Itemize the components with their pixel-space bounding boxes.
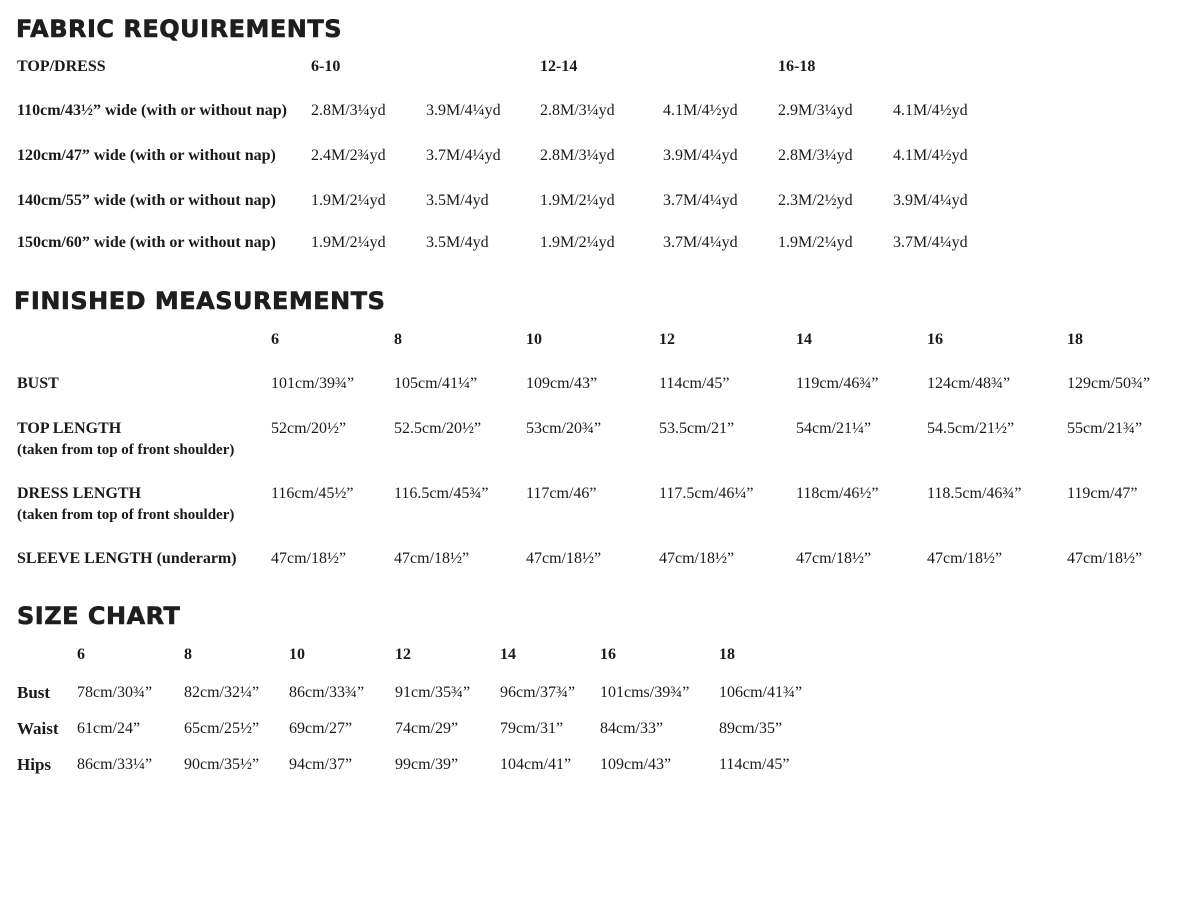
size-chart-value: 94cm/37” — [289, 756, 353, 773]
finished-value: 118.5cm/46¾” — [927, 485, 1022, 502]
size-chart-heading: SIZE CHART — [17, 602, 181, 630]
finished-value: 124cm/48¾” — [927, 375, 1011, 392]
fabric-value: 3.9M/4¼yd — [663, 147, 738, 164]
size-chart-value: 79cm/31” — [500, 720, 564, 737]
fabric-value: 1.9M/2¼yd — [778, 234, 853, 251]
size-chart-value: 101cms/39¾” — [600, 684, 690, 701]
finished-value: 47cm/18½” — [271, 550, 347, 567]
finished-value: 52cm/20½” — [271, 420, 347, 437]
finished-value: 116cm/45½” — [271, 485, 354, 502]
fabric-value: 2.4M/2¾yd — [311, 147, 386, 164]
fabric-value: 2.8M/3¼yd — [778, 147, 853, 164]
size-chart-row-label: Waist — [17, 719, 59, 738]
fabric-value: 2.3M/2½yd — [778, 192, 853, 209]
finished-value: 47cm/18½” — [659, 550, 735, 567]
finished-value: 101cm/39¾” — [271, 375, 355, 392]
fabric-value: 3.9M/4¼yd — [426, 102, 501, 119]
size-chart-value: 86cm/33¼” — [77, 756, 153, 773]
finished-row-label: DRESS LENGTH — [17, 485, 142, 502]
finished-value: 47cm/18½” — [1067, 550, 1143, 567]
finished-value: 54.5cm/21½” — [927, 420, 1015, 437]
finished-value: 118cm/46½” — [796, 485, 879, 502]
size-chart-size-header: 18 — [719, 646, 735, 663]
finished-value: 117.5cm/46¼” — [659, 485, 754, 502]
fabric-value: 1.9M/2¼yd — [311, 234, 386, 251]
size-chart-row-bust — [0, 683, 1200, 723]
size-chart-value: 82cm/32¼” — [184, 684, 260, 701]
size-chart-value: 89cm/35” — [719, 720, 783, 737]
size-chart-header-row — [0, 645, 1200, 685]
size-chart-size-header: 12 — [395, 646, 411, 663]
finished-row-dress-length — [0, 484, 1200, 524]
fabric-value: 3.5M/4yd — [426, 234, 489, 251]
size-chart-value: 96cm/37¾” — [500, 684, 576, 701]
fabric-value: 1.9M/2¼yd — [311, 192, 386, 209]
finished-value: 54cm/21¼” — [796, 420, 872, 437]
fabric-value: 3.5M/4yd — [426, 192, 489, 209]
fabric-value: 2.8M/3¼yd — [540, 147, 615, 164]
finished-size-header: 14 — [796, 331, 812, 348]
finished-value: 47cm/18½” — [526, 550, 602, 567]
fabric-header-row — [0, 57, 1200, 97]
finished-value: 47cm/18½” — [796, 550, 872, 567]
finished-value: 129cm/50¾” — [1067, 375, 1151, 392]
finished-value: 109cm/43” — [526, 375, 598, 392]
size-chart-value: 74cm/29” — [395, 720, 459, 737]
size-chart-row-waist — [0, 719, 1200, 759]
size-chart-value: 114cm/45” — [719, 756, 790, 773]
fabric-row — [0, 101, 1200, 141]
finished-value: 53cm/20¾” — [526, 420, 602, 437]
finished-value: 53.5cm/21” — [659, 420, 735, 437]
size-chart-value: 90cm/35½” — [184, 756, 260, 773]
fabric-value: 4.1M/4½yd — [663, 102, 738, 119]
fabric-size-group: 6-10 — [311, 58, 341, 75]
finished-value: 119cm/46¾” — [796, 375, 879, 392]
finished-measurements-heading: FINISHED MEASUREMENTS — [14, 287, 386, 315]
size-chart-value: 61cm/24” — [77, 720, 141, 737]
finished-size-header: 16 — [927, 331, 943, 348]
finished-value: 117cm/46” — [526, 485, 597, 502]
finished-size-header: 6 — [271, 331, 279, 348]
size-chart-value: 109cm/43” — [600, 756, 672, 773]
finished-value: 114cm/45” — [659, 375, 730, 392]
finished-row-sublabel: (taken from top of front shoulder) — [17, 442, 235, 458]
size-chart-value: 84cm/33” — [600, 720, 664, 737]
finished-value: 52.5cm/20½” — [394, 420, 482, 437]
fabric-value: 3.7M/4¼yd — [426, 147, 501, 164]
size-chart-size-header: 16 — [600, 646, 616, 663]
size-chart-row-hips — [0, 755, 1200, 795]
size-chart-value: 78cm/30¾” — [77, 684, 153, 701]
size-chart-size-header: 6 — [77, 646, 85, 663]
fabric-row — [0, 233, 1200, 273]
fabric-value: 3.7M/4¼yd — [663, 192, 738, 209]
fabric-value: 4.1M/4½yd — [893, 102, 968, 119]
size-chart-row-label: Hips — [17, 755, 52, 774]
fabric-value: 1.9M/2¼yd — [540, 234, 615, 251]
size-chart-value: 99cm/39” — [395, 756, 459, 773]
finished-row-sublabel: (taken from top of front shoulder) — [17, 507, 235, 523]
finished-row-sleeve-length — [0, 549, 1200, 589]
fabric-width-label: 110cm/43½” wide (with or without nap) — [17, 102, 287, 119]
finished-row-label: TOP LENGTH — [17, 420, 122, 437]
fabric-value: 4.1M/4½yd — [893, 147, 968, 164]
fabric-width-label: 150cm/60” wide (with or without nap) — [17, 234, 276, 251]
finished-value: 119cm/47” — [1067, 485, 1138, 502]
fabric-value: 2.8M/3¼yd — [311, 102, 386, 119]
finished-value: 105cm/41¼” — [394, 375, 478, 392]
fabric-requirements-heading: FABRIC REQUIREMENTS — [16, 15, 342, 43]
fabric-row — [0, 191, 1200, 231]
finished-size-header: 10 — [526, 331, 542, 348]
finished-row-bust — [0, 374, 1200, 414]
size-chart-value: 86cm/33¾” — [289, 684, 365, 701]
fabric-value: 2.9M/3¼yd — [778, 102, 853, 119]
finished-size-header: 8 — [394, 331, 402, 348]
fabric-size-group: 16-18 — [778, 58, 816, 75]
finished-value: 55cm/21¾” — [1067, 420, 1143, 437]
size-chart-size-header: 8 — [184, 646, 192, 663]
fabric-value: 2.8M/3¼yd — [540, 102, 615, 119]
finished-size-header: 18 — [1067, 331, 1083, 348]
fabric-value: 3.9M/4¼yd — [893, 192, 968, 209]
fabric-value: 1.9M/2¼yd — [540, 192, 615, 209]
size-chart-value: 65cm/25½” — [184, 720, 260, 737]
fabric-value: 3.7M/4¼yd — [893, 234, 968, 251]
fabric-row-label-header: TOP/DRESS — [17, 58, 106, 75]
finished-size-header-row — [0, 330, 1200, 370]
finished-size-header: 12 — [659, 331, 675, 348]
size-chart-size-header: 10 — [289, 646, 305, 663]
fabric-value: 3.7M/4¼yd — [663, 234, 738, 251]
size-chart-value: 104cm/41” — [500, 756, 572, 773]
fabric-width-label: 140cm/55” wide (with or without nap) — [17, 192, 276, 209]
size-chart-row-label: Bust — [17, 683, 51, 702]
finished-value: 47cm/18½” — [927, 550, 1003, 567]
finished-row-label: BUST — [17, 375, 59, 392]
finished-value: 116.5cm/45¾” — [394, 485, 489, 502]
finished-value: 47cm/18½” — [394, 550, 470, 567]
size-chart-size-header: 14 — [500, 646, 516, 663]
size-chart-value: 91cm/35¾” — [395, 684, 471, 701]
size-chart-value: 69cm/27” — [289, 720, 353, 737]
finished-row-label: SLEEVE LENGTH (underarm) — [17, 550, 237, 567]
finished-row-top-length — [0, 419, 1200, 459]
fabric-row — [0, 146, 1200, 186]
fabric-size-group: 12-14 — [540, 58, 578, 75]
fabric-width-label: 120cm/47” wide (with or without nap) — [17, 147, 276, 164]
size-chart-value: 106cm/41¾” — [719, 684, 803, 701]
